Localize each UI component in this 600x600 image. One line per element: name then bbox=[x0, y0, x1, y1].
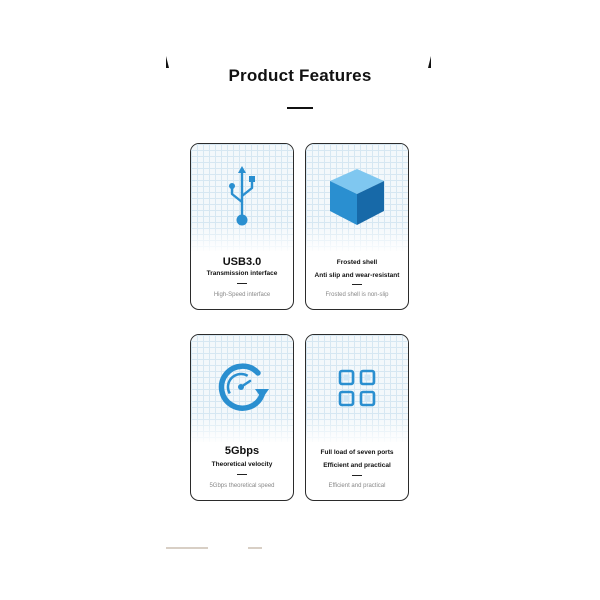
speedometer-icon bbox=[191, 353, 293, 423]
card-footnote: 5Gbps theoretical speed bbox=[209, 483, 275, 489]
card-subtitle: Transmission interface bbox=[206, 270, 278, 277]
card-subtitle: Theoretical velocity bbox=[211, 461, 273, 468]
page-title: Product Features bbox=[228, 66, 372, 85]
cube-icon bbox=[306, 162, 408, 232]
bottom-divider bbox=[248, 547, 262, 549]
feature-card-usb bbox=[190, 143, 294, 310]
card-footnote: Frosted shell is non-slip bbox=[325, 292, 389, 298]
bottom-divider bbox=[166, 547, 208, 549]
feature-card-ports bbox=[305, 334, 409, 501]
card-subtitle: Anti slip and wear-resistant bbox=[314, 272, 400, 279]
card-footnote: High-Speed interface bbox=[213, 292, 271, 298]
feature-card-speed bbox=[190, 334, 294, 501]
card-headline: 5Gbps bbox=[224, 445, 260, 457]
usb-icon bbox=[191, 162, 293, 232]
card-headline: USB3.0 bbox=[222, 256, 262, 268]
card-headline: Full load of seven ports bbox=[320, 449, 394, 456]
feature-card-shell bbox=[305, 143, 409, 310]
card-divider bbox=[237, 283, 247, 284]
grid-icon bbox=[306, 353, 408, 423]
card-subtitle: Efficient and practical bbox=[323, 462, 391, 469]
card-divider bbox=[237, 474, 247, 475]
card-footnote: Efficient and practical bbox=[328, 483, 386, 489]
card-divider bbox=[352, 475, 362, 476]
card-divider bbox=[352, 284, 362, 285]
title-underline bbox=[287, 107, 313, 109]
card-headline: Frosted shell bbox=[336, 259, 378, 266]
